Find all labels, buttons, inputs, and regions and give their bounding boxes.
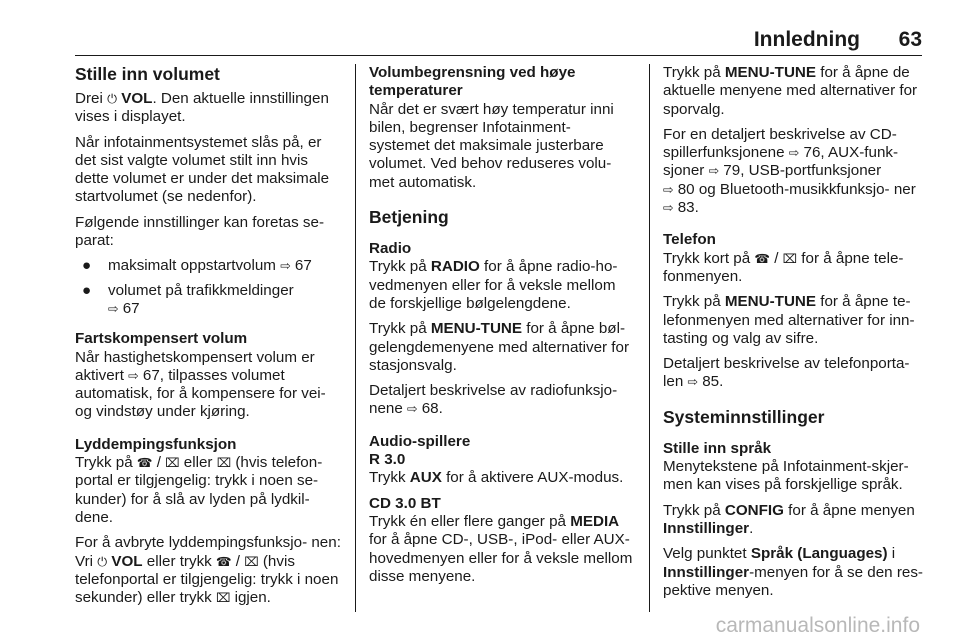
- arrow-ref-icon: ⇨: [788, 145, 800, 161]
- power-icon: ⏻: [97, 553, 108, 569]
- paragraph: Følgende innstillinger kan foretas se‐ parat:: [75, 213, 325, 250]
- power-icon: ⏻: [107, 91, 117, 106]
- paragraph: Velg punktet Språk (Languages) i Innstillinger-menyen for å se den res‐ pektive menyen.: [663, 545, 923, 599]
- column-1: [75, 64, 343, 614]
- page-header: [75, 24, 922, 54]
- arrow-ref-icon: ⇨: [407, 401, 418, 417]
- paragraph: Trykk kort på ☎ / ⌧ for å åpne tele‐ fonmenyen.: [663, 249, 904, 285]
- bullet-icon: ●: [82, 281, 92, 299]
- subsection-heading: Radio: [369, 240, 412, 258]
- paragraph: Menytekstene på Infotainment-skjer‐ men kan vises på forskjellige språk.: [663, 458, 909, 494]
- paragraph: Når infotainmentsystemet slås på, er det sist valgte volumet stilt inn hvis dette volumet er under det maksimale startvolumet (se nedenfor).: [75, 133, 330, 206]
- phone-icon: ☎: [216, 553, 232, 569]
- arrow-ref-icon: ⇨: [128, 367, 139, 383]
- paragraph: Drei ⏻ VOL. Den aktuelle innstillingen vises i displayet.: [75, 90, 329, 126]
- subsection-heading: Audio-spillere: [369, 432, 471, 450]
- paragraph: Trykk én eller flere ganger på MEDIA for å åpne CD-, USB-, iPod- eller AUX-hovedmenyen eller for å veksle mellom disse menyene.: [369, 512, 633, 585]
- mute-icon: ⌧: [782, 250, 798, 266]
- paragraph: Trykk på RADIO for å åpne radio-ho‐ vedmenyen eller for å veksle mellom de forskjellige bølgelengdene.: [369, 258, 618, 312]
- bullet-list: [75, 257, 343, 318]
- subsection-heading: Stille inn språk: [663, 439, 772, 457]
- mute-icon: ⌧: [244, 553, 259, 569]
- arrow-ref-icon: ⇨: [663, 200, 674, 216]
- paragraph: Når hastighetskompensert volum er aktivert ⇨ 67, tilpasses volumet automatisk, for å kompensere for vei- og vindstøy under kjøring.: [75, 348, 326, 421]
- bullet-icon: ●: [82, 257, 92, 275]
- column-divider: [649, 64, 650, 612]
- subsection-heading: Fartskompensert volum: [75, 330, 248, 348]
- column-3: [663, 64, 929, 607]
- section-title: Stille inn volumet: [75, 64, 220, 84]
- subsection-heading: Volumbegrensning ved høye temperaturer: [369, 64, 576, 100]
- paragraph: Trykk på MENU-TUNE for å åpne bøl‐ gelengdemenyene med alternativer for stasjonsvalg.: [369, 320, 630, 374]
- list-item: ● volumet på trafikkmeldinger ⇨ 67: [82, 281, 294, 317]
- phone-icon: ☎: [136, 455, 153, 471]
- subsection-heading: CD 3.0 BT: [369, 494, 441, 512]
- subsection-heading: R 3.0: [369, 451, 406, 469]
- paragraph: Detaljert beskrivelse av radiofunksjo‐ nene ⇨ 68.: [369, 382, 618, 418]
- paragraph: For å avbryte lyddempingsfunksjo‐ nen: Vri ⏻ VOL eller trykk ☎ / ⌧ (hvis telefonportal er tilgjengelig: trykk i noen sekunder) eller trykk ⌧ igjen.: [75, 534, 341, 607]
- page-title: Innledning: [753, 28, 860, 51]
- column-divider: [355, 64, 356, 612]
- arrow-ref-icon: ⇨: [108, 300, 119, 316]
- watermark: carmanualsonline.info: [715, 614, 920, 637]
- subsection-heading: Lyddempingsfunksjon: [75, 435, 237, 453]
- arrow-ref-icon: ⇨: [687, 374, 698, 390]
- list-item: ● maksimalt oppstartvolum ⇨ 67: [82, 257, 312, 275]
- paragraph: Når det er svært høy temperatur inni bilen, begrenser Infotainment- systemet det maksimale justerbare volumet. Ved behov reduseres volu‐ met automatisk.: [369, 100, 614, 191]
- paragraph: Trykk på CONFIG for å åpne menyen Innstillinger.: [663, 501, 915, 537]
- paragraph: For en detaljert beskrivelse av CD- spillerfunksjonene ⇨ 76, AUX-funk‐ sjoner ⇨ 79, USB-portfunksjoner ⇨ 80 og Bluetooth-musikkfunksjo‐ ner ⇨ 83.: [663, 125, 916, 217]
- arrow-ref-icon: ⇨: [663, 181, 674, 197]
- mute-icon: ⌧: [215, 590, 231, 606]
- arrow-ref-icon: ⇨: [280, 258, 291, 274]
- section-title: Systeminnstillinger: [663, 406, 825, 427]
- header-rule: [75, 55, 922, 56]
- paragraph: Trykk på MENU-TUNE for å åpne de aktuelle menyene med alternativer for sporvalg.: [663, 64, 918, 118]
- page-number: 63: [898, 28, 922, 51]
- paragraph: Trykk på ☎ / ⌧ eller ⌧ (hvis telefon‐ portal er tilgjengelig: trykk i noen se‐ kunder) for å slå av lyden på lydkil‐ dene.: [75, 454, 323, 526]
- paragraph: Trykk på MENU-TUNE for å åpne te‐ lefonmenyen med alternativer for inn‐ tasting og valg av sifre.: [663, 293, 915, 347]
- phone-icon: ☎: [754, 250, 770, 266]
- mute-icon: ⌧: [216, 455, 232, 471]
- paragraph: Detaljert beskrivelse av telefonporta‐ len ⇨ 85.: [663, 355, 910, 391]
- column-2: [369, 64, 635, 593]
- section-title: Betjening: [369, 207, 449, 228]
- subsection-heading: Telefon: [663, 231, 716, 249]
- arrow-ref-icon: ⇨: [708, 163, 720, 179]
- paragraph: Trykk AUX for å aktivere AUX-modus.: [369, 469, 624, 487]
- mute-icon: ⌧: [165, 455, 180, 471]
